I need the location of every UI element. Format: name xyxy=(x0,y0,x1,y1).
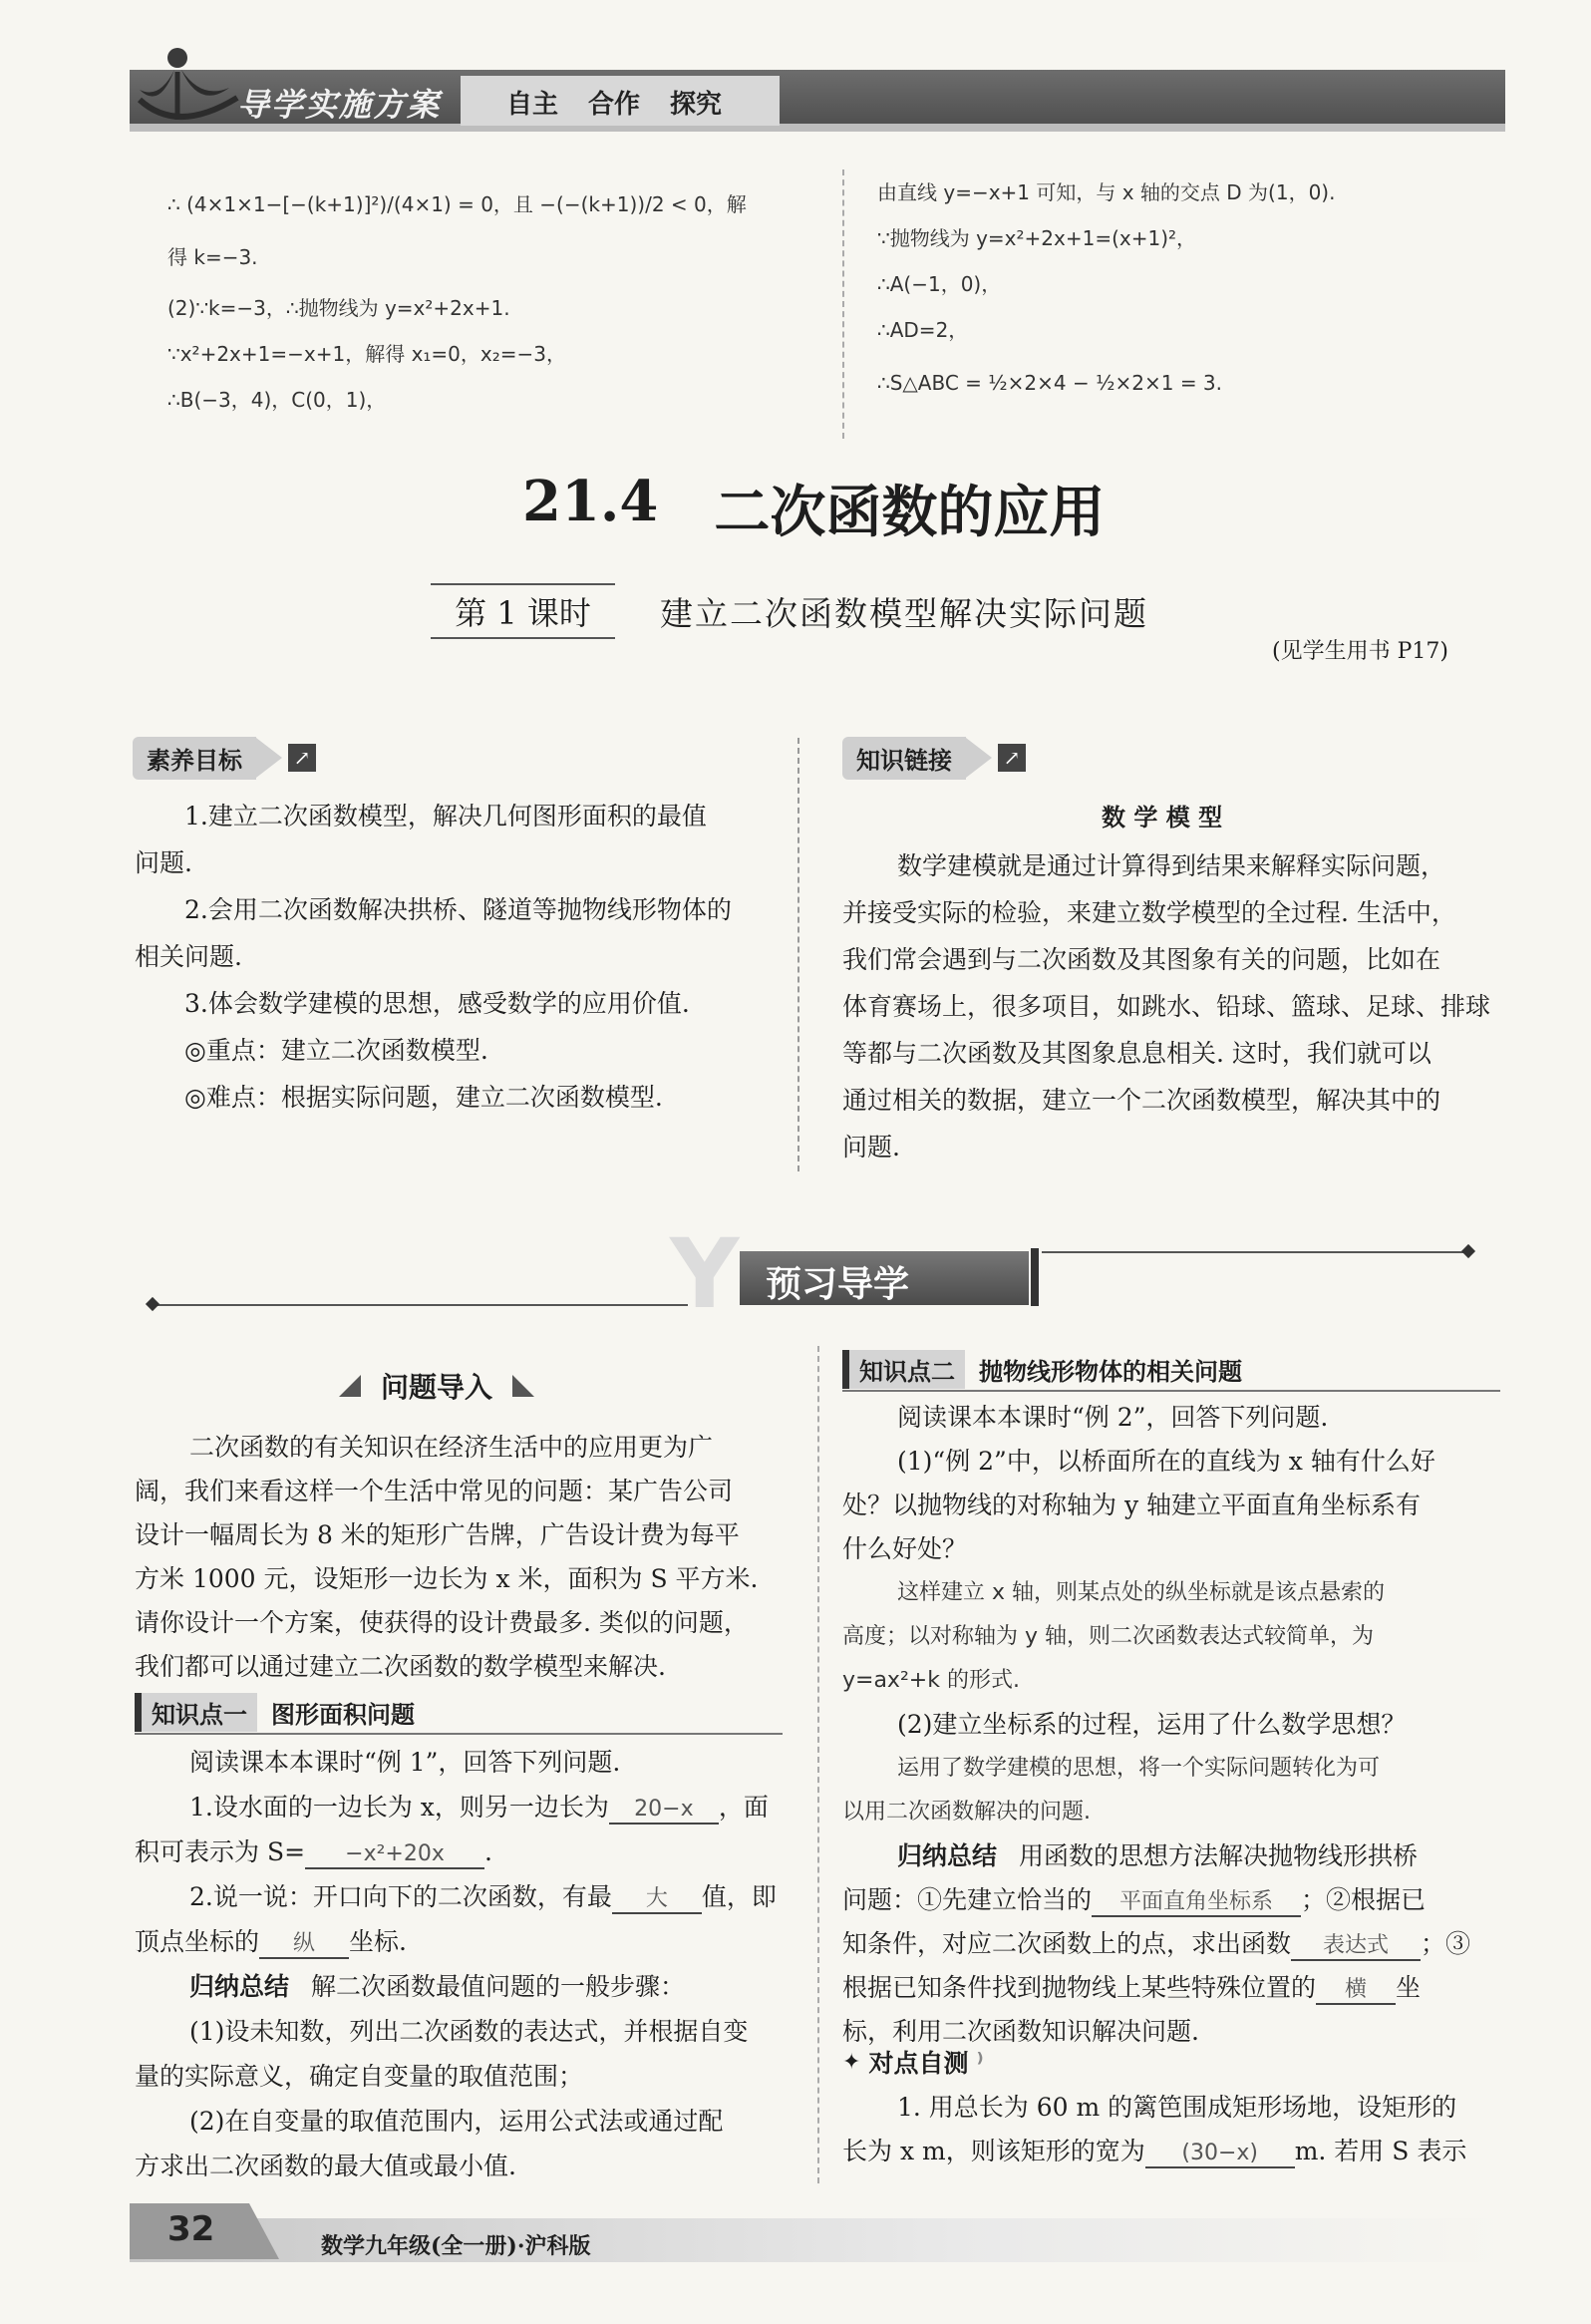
banner-dot xyxy=(146,1297,159,1311)
self-test-heading: ✦ 对点自测 ⁾ xyxy=(842,2047,984,2078)
goals-list xyxy=(135,793,793,1121)
kp1-rule xyxy=(135,1733,783,1735)
goal-line: 3.体会数学建模的思想，感受数学的应用价值. xyxy=(184,989,690,1018)
solution-line: 由直线 y=−x+1 可知，与 x 轴的交点 D 为(1，0). xyxy=(877,180,1336,204)
answer-blank: −x²+20x xyxy=(305,1841,484,1869)
answer-blank: 平面直角坐标系 xyxy=(1092,1889,1301,1917)
knowledge-link-tag: 知识链接 ↗ xyxy=(842,738,1026,778)
header-banner-title: 导学实施方案 xyxy=(237,86,442,124)
answer-blank: 纵 xyxy=(259,1931,349,1959)
problem-intro-text: 二次函数的有关知识在经济生活中的应用更为广 阔，我们来看这样一个生活中常见的问题：某广告公司 设计一幅周长为 8 米的矩形广告牌，广告设计费为每平 方米 1000 元，设矩形一边长为 x 米，面积为 S 平方米. 请你设计一个方案，使获得的设计费最多. 类似的问题， 我们都可以通过建立二次函数的数学模型来解决. xyxy=(135,1433,759,1681)
banner-dot xyxy=(1461,1244,1475,1258)
solution-line: 得 k=−3. xyxy=(167,245,258,269)
right-column-divider xyxy=(817,1346,819,2183)
solution-line: ∴S△ABC = ½×2×4 − ½×2×1 = 3. xyxy=(877,371,1223,395)
kp2-header: 知识点二 抛物线形物体的相关问题 xyxy=(842,1350,1242,1388)
goal-line: 问题. xyxy=(135,848,192,877)
goal-line: 2.会用二次函数解决拱桥、隧道等抛物线形物体的 xyxy=(184,895,732,924)
tag-explore: 探究 xyxy=(670,90,723,120)
answer-blank: 表达式 xyxy=(1291,1933,1421,1961)
kp2-rule xyxy=(842,1390,1500,1392)
lesson-label: 第 1 课时 xyxy=(431,583,615,639)
solution-line: ∴AD=2， xyxy=(877,318,969,342)
goal-line: ◎难点：根据实际问题，建立二次函数模型. xyxy=(184,1083,663,1112)
answer-blank: 20−x xyxy=(609,1797,719,1825)
page-number: 32 xyxy=(167,2209,215,2249)
goals-tag: 素养目标 ↗ xyxy=(133,738,316,778)
answer-blank: (30−x) xyxy=(1145,2141,1295,2168)
kp1-body: 阅读课本本课时“例 1”，回答下列问题. 1.设水面的一边长为 x，则另一边长为 20−x ，面 积可表示为 S= −x²+20x . 2.说一说：开口向下的二次函数，有最 大 值，即 顶点坐标的 纵 坐标. 归纳总结 解二次函数最值问题的一般步骤： (1)设未知数，列出二次函数的表达式，并根据自变 量的实际意义，确定自变量的取值范围； (2)在自变量的取值范围内，运用公式法或通过配 方求出二次函数的最大值或最小值. xyxy=(135,1748,777,2180)
header-tags xyxy=(506,84,722,121)
kp2-summary-label: 归纳总结 xyxy=(897,1841,998,1870)
problem-intro-heading: 问题导入 xyxy=(339,1366,534,1406)
knowledge-link-text: 数学建模就是通过计算得到结果来解释实际问题， 并接受实际的检验，来建立数学模型的全过程. 生活中， 我们常会遇到与二次函数及其图象有关的问题，比如在 体育赛场上，很多项目，如跳水、铅球、篮球、足球、排球 等都与二次函数及其图象息息相关. 这时，我们就可以 通过相关的数据，建立一个二次函数模型，解决其中的 问题. xyxy=(842,851,1491,1162)
top-left-solution xyxy=(167,179,805,423)
banner-title: 预习导学 xyxy=(766,1264,910,1305)
answer-blank: 横 xyxy=(1316,1977,1396,2005)
solution-line: ∵抛物线为 y=x²+2x+1=(x+1)²， xyxy=(877,226,1197,250)
star-icon: ✦ xyxy=(842,2049,861,2075)
tag-self-study: 自主 xyxy=(506,90,559,120)
banner-rule-right xyxy=(1042,1251,1470,1253)
kp1-summary-label: 归纳总结 xyxy=(189,1972,290,2001)
column-divider xyxy=(842,169,844,439)
section-number: 21.4 xyxy=(522,469,659,534)
top-right-solution xyxy=(877,169,1515,413)
kp2-answer2: 运用了数学建模的思想，将一个实际问题转化为可 以用二次函数解决的问题. xyxy=(842,1756,1381,1825)
solution-line: ∴A(−1，0)， xyxy=(877,272,1002,296)
arrow-icon: ↗ xyxy=(998,744,1026,772)
goals-box-border xyxy=(797,738,799,1171)
kp1-header: 知识点一 图形面积问题 xyxy=(135,1693,415,1731)
solution-line: ∴B(−3，4)，C(0，1)， xyxy=(167,388,387,412)
kp2-body: 阅读课本本课时“例 2”，回答下列问题. (1)“例 2”中，以桥面所在的直线为 x 轴有什么好 处？以抛物线的对称轴为 y 轴建立平面直角坐标系有 什么好处？ 这样建立 x 轴，则某点处的纵坐标就是该点悬索的 高度；以对称轴为 y 轴，则二次函数表达式较简单，为 y=ax²+k 的形式. (2)建立坐标系的过程，运用了什么数学思想？ 运用了数学建模的思想，将一个实际问题转化为可 以用二次函数解决的问题. 归纳总结 用函数的思想方法解决抛物线形拱桥 问题：①先建立恰当的 平面直角坐标系 ；②根据已 知条件，对应二次函数上的点，求出函数 表达式 ；③ 根据已知条件找到抛物线上某些特殊位置的 横 坐 标，利用二次函数知识解决问题. xyxy=(842,1396,1505,2054)
self-test-body: 1. 用总长为 60 m 的篱笆围成矩形场地，设矩形的 长为 x m，则该矩形的宽为 (30−x) m. 若用 S 表示 xyxy=(842,2086,1505,2173)
kp2-answer1: 这样建立 x 轴，则某点处的纵坐标就是该点悬索的 高度；以对称轴为 y 轴，则二次函数表达式较简单，为 y=ax²+k 的形式. xyxy=(842,1580,1386,1693)
section-name: 二次函数的应用 xyxy=(714,480,1106,545)
solution-line: ∵x²+2x+1=−x+1，解得 x₁=0，x₂=−3， xyxy=(167,342,566,366)
section-title xyxy=(522,469,1105,548)
goal-line: 1.建立二次函数模型，解决几何图形面积的最值 xyxy=(184,802,707,830)
banner-rule-left xyxy=(150,1304,688,1306)
solution-line: (2)∵k=−3，∴抛物线为 y=x²+2x+1. xyxy=(167,296,510,320)
arrow-icon: ↗ xyxy=(288,744,316,772)
goal-line: ◎重点：建立二次函数模型. xyxy=(184,1036,488,1065)
answer-blank: 大 xyxy=(612,1886,702,1914)
tag-cooperation: 合作 xyxy=(588,90,641,120)
lesson-title: 建立二次函数模型解决实际问题 xyxy=(660,594,1148,633)
banner-letter: Y xyxy=(670,1218,740,1330)
lesson-ref: (见学生用书 P17) xyxy=(1272,639,1448,664)
banner-bar xyxy=(1031,1248,1039,1306)
goal-line: 相关问题. xyxy=(135,942,242,971)
footer-book-title: 数学九年级(全一册)·沪科版 xyxy=(321,2233,591,2259)
solution-line: ∴ (4×1×1−[−(k+1)]²)/(4×1) = 0，且 −(−(k+1))/2 < 0，解 xyxy=(167,192,747,216)
knowledge-link-subtitle: 数 学 模 型 xyxy=(1102,804,1223,831)
